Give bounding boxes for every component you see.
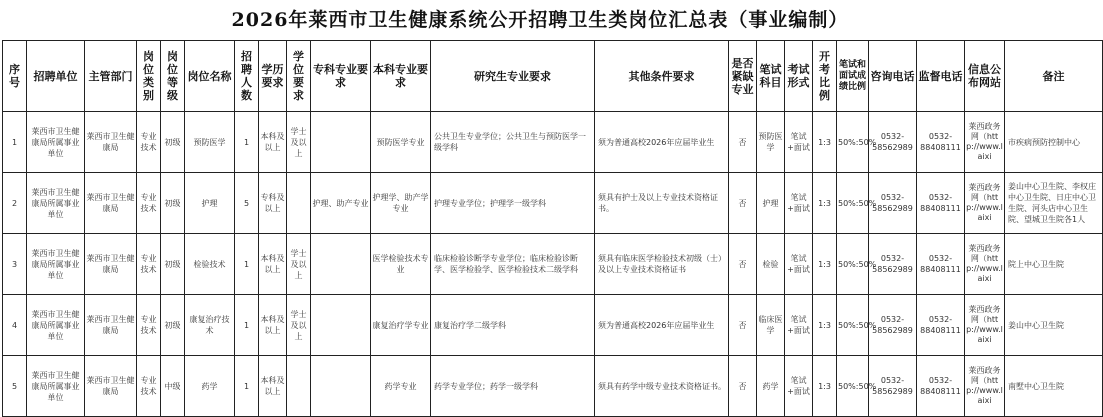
- cell-edu: 本科及以上: [259, 234, 287, 295]
- table-row: [3, 234, 1103, 295]
- cell-position: 检验技术: [185, 234, 235, 295]
- cell-other: 须具有临床医学检验技术初级（士）及以上专业技术资格证书: [595, 234, 729, 295]
- cell-supervise: 0532-88408111: [917, 295, 965, 356]
- cell-unit: 莱西市卫生健康局所属事业单位: [27, 234, 85, 295]
- header-cell: 笔试和面试成绩比例: [837, 41, 869, 112]
- cell-exam-form: 笔试+面试: [785, 112, 813, 173]
- cell-remark: 南墅中心卫生院: [1005, 356, 1103, 417]
- cell-website: 莱西政务网（http://www.laixi: [965, 112, 1005, 173]
- cell-edu: 本科及以上: [259, 356, 287, 417]
- cell-ratio: 1:3: [813, 356, 837, 417]
- cell-edu: 专科及以上: [259, 173, 287, 234]
- cell-remark: 院上中心卫生院: [1005, 234, 1103, 295]
- page-title: 2026年莱西市卫生健康系统公开招聘卫生类岗位汇总表（事业编制）: [231, 9, 849, 31]
- cell-dept: 莱西市卫生健康局: [85, 112, 137, 173]
- cell-grad-major: 临床检验诊断学专业学位；临床检验诊断学、医学检验学、医学检验技术二级学科: [431, 234, 595, 295]
- header-cell: 主管部门: [85, 41, 137, 112]
- cell-bachelor-major: 护理学、助产学专业: [371, 173, 431, 234]
- cell-category: 专业技术: [137, 356, 161, 417]
- cell-degree: [287, 356, 311, 417]
- table-row: [3, 112, 1103, 173]
- header-cell: 是否紧缺专业: [729, 41, 757, 112]
- cell-subject: 临床医学: [757, 295, 785, 356]
- cell-level: 中级: [161, 356, 185, 417]
- cell-degree: 学士及以上: [287, 234, 311, 295]
- cell-unit: 莱西市卫生健康局所属事业单位: [27, 112, 85, 173]
- cell-consult: 0532-58562989: [869, 295, 917, 356]
- cell-exam-form: 笔试+面试: [785, 173, 813, 234]
- cell-count: 1: [235, 295, 259, 356]
- cell-category: 专业技术: [137, 295, 161, 356]
- cell-supervise: 0532-88408111: [917, 234, 965, 295]
- header-cell: 序号: [3, 41, 27, 112]
- header-cell: 岗位名称: [185, 41, 235, 112]
- cell-college-major: [311, 112, 371, 173]
- cell-remark: 姜山中心卫生院、李权庄中心卫生院、日庄中心卫生院、河头店中心卫生院、望城卫生院各1人: [1005, 173, 1103, 234]
- cell-unit: 莱西市卫生健康局所属事业单位: [27, 173, 85, 234]
- header-row: [3, 41, 1103, 112]
- cell-college-major: [311, 356, 371, 417]
- header-cell: 学历要求: [259, 41, 287, 112]
- header-cell: 研究生专业要求: [431, 41, 595, 112]
- cell-grad-major: 护理专业学位；护理学一级学科: [431, 173, 595, 234]
- cell-count: 1: [235, 112, 259, 173]
- cell-other: 须具有药学中级专业技术资格证书。: [595, 356, 729, 417]
- cell-shortage: 否: [729, 295, 757, 356]
- cell-website: 莱西政务网（http://www.laixi: [965, 295, 1005, 356]
- cell-college-major: [311, 234, 371, 295]
- cell-consult: 0532-58562989: [869, 234, 917, 295]
- cell-no: 5: [3, 356, 27, 417]
- cell-ratio: 1:3: [813, 112, 837, 173]
- cell-edu: 本科及以上: [259, 112, 287, 173]
- cell-remark: 姜山中心卫生院: [1005, 295, 1103, 356]
- cell-level: 初级: [161, 112, 185, 173]
- header-cell: 开考比例: [813, 41, 837, 112]
- cell-other: 须具有护士及以上专业技术资格证书。: [595, 173, 729, 234]
- cell-shortage: 否: [729, 173, 757, 234]
- cell-no: 4: [3, 295, 27, 356]
- cell-bachelor-major: 康复治疗学专业: [371, 295, 431, 356]
- cell-grad-major: 康复治疗学二级学科: [431, 295, 595, 356]
- recruitment-table: [2, 40, 1103, 417]
- cell-count: 1: [235, 356, 259, 417]
- cell-degree: [287, 173, 311, 234]
- cell-no: 2: [3, 173, 27, 234]
- cell-score-ratio: 50%:50%: [837, 295, 869, 356]
- cell-level: 初级: [161, 295, 185, 356]
- cell-shortage: 否: [729, 234, 757, 295]
- header-cell: 咨询电话: [869, 41, 917, 112]
- cell-no: 1: [3, 112, 27, 173]
- cell-subject: 检验: [757, 234, 785, 295]
- cell-exam-form: 笔试+面试: [785, 356, 813, 417]
- cell-dept: 莱西市卫生健康局: [85, 234, 137, 295]
- cell-other: 须为普通高校2026年应届毕业生: [595, 112, 729, 173]
- cell-exam-form: 笔试+面试: [785, 295, 813, 356]
- header-cell: 信息公布网站: [965, 41, 1005, 112]
- cell-subject: 护理: [757, 173, 785, 234]
- cell-unit: 莱西市卫生健康局所属事业单位: [27, 356, 85, 417]
- cell-other: 须为普通高校2026年应届毕业生: [595, 295, 729, 356]
- cell-consult: 0532-58562989: [869, 173, 917, 234]
- cell-dept: 莱西市卫生健康局: [85, 295, 137, 356]
- cell-score-ratio: 50%:50%: [837, 356, 869, 417]
- table-row: [3, 295, 1103, 356]
- cell-ratio: 1:3: [813, 234, 837, 295]
- cell-category: 专业技术: [137, 112, 161, 173]
- cell-shortage: 否: [729, 356, 757, 417]
- table-row: [3, 356, 1103, 417]
- header-cell: 考试形式: [785, 41, 813, 112]
- cell-supervise: 0532-88408111: [917, 173, 965, 234]
- table-row: [3, 173, 1103, 234]
- cell-consult: 0532-58562989: [869, 112, 917, 173]
- cell-level: 初级: [161, 173, 185, 234]
- cell-count: 5: [235, 173, 259, 234]
- cell-score-ratio: 50%:50%: [837, 112, 869, 173]
- cell-consult: 0532-58562989: [869, 356, 917, 417]
- cell-position: 药学: [185, 356, 235, 417]
- cell-bachelor-major: 医学检验技术专业: [371, 234, 431, 295]
- cell-degree: 学士及以上: [287, 295, 311, 356]
- header-cell: 本科专业要求: [371, 41, 431, 112]
- cell-level: 初级: [161, 234, 185, 295]
- cell-website: 莱西政务网（http://www.laixi: [965, 234, 1005, 295]
- cell-score-ratio: 50%:50%: [837, 173, 869, 234]
- cell-count: 1: [235, 234, 259, 295]
- cell-supervise: 0532-88408111: [917, 112, 965, 173]
- cell-ratio: 1:3: [813, 173, 837, 234]
- header-cell: 笔试科目: [757, 41, 785, 112]
- cell-dept: 莱西市卫生健康局: [85, 173, 137, 234]
- cell-website: 莱西政务网（http://www.laixi: [965, 173, 1005, 234]
- cell-unit: 莱西市卫生健康局所属事业单位: [27, 295, 85, 356]
- cell-dept: 莱西市卫生健康局: [85, 356, 137, 417]
- cell-edu: 本科及以上: [259, 295, 287, 356]
- cell-supervise: 0532-88408111: [917, 356, 965, 417]
- header-cell: 备注: [1005, 41, 1103, 112]
- cell-bachelor-major: 药学专业: [371, 356, 431, 417]
- cell-website: 莱西政务网（http://www.laixi: [965, 356, 1005, 417]
- cell-no: 3: [3, 234, 27, 295]
- header-cell: 学位要求: [287, 41, 311, 112]
- cell-grad-major: 公共卫生专业学位；公共卫生与预防医学一级学科: [431, 112, 595, 173]
- cell-category: 专业技术: [137, 234, 161, 295]
- cell-subject: 预防医学: [757, 112, 785, 173]
- cell-exam-form: 笔试+面试: [785, 234, 813, 295]
- cell-college-major: [311, 295, 371, 356]
- header-cell: 其他条件要求: [595, 41, 729, 112]
- cell-remark: 市疾病预防控制中心: [1005, 112, 1103, 173]
- cell-score-ratio: 50%:50%: [837, 234, 869, 295]
- header-cell: 监督电话: [917, 41, 965, 112]
- header-cell: 岗位类别: [137, 41, 161, 112]
- cell-college-major: 护理、助产专业: [311, 173, 371, 234]
- cell-position: 预防医学: [185, 112, 235, 173]
- cell-grad-major: 药学专业学位；药学一级学科: [431, 356, 595, 417]
- cell-degree: 学士及以上: [287, 112, 311, 173]
- cell-category: 专业技术: [137, 173, 161, 234]
- header-cell: 招聘人数: [235, 41, 259, 112]
- cell-ratio: 1:3: [813, 295, 837, 356]
- cell-bachelor-major: 预防医学专业: [371, 112, 431, 173]
- cell-subject: 药学: [757, 356, 785, 417]
- header-cell: 招聘单位: [27, 41, 85, 112]
- cell-position: 康复治疗技术: [185, 295, 235, 356]
- header-cell: 专科专业要求: [311, 41, 371, 112]
- cell-shortage: 否: [729, 112, 757, 173]
- header-cell: 岗位等级: [161, 41, 185, 112]
- cell-position: 护理: [185, 173, 235, 234]
